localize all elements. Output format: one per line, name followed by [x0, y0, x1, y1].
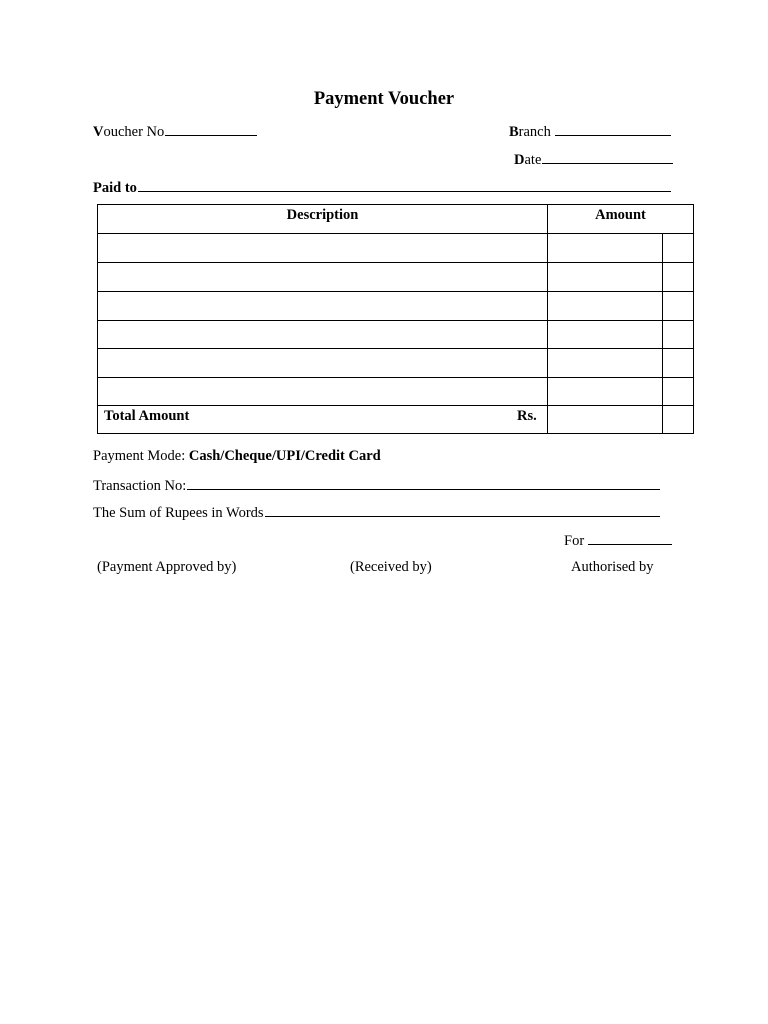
for-label: For: [564, 533, 585, 549]
for-field[interactable]: [564, 532, 672, 549]
description-cell[interactable]: [98, 378, 547, 405]
branch-field[interactable]: [509, 123, 671, 140]
amount-cell[interactable]: [548, 349, 662, 377]
sum-in-words-field[interactable]: [93, 504, 660, 521]
description-cell[interactable]: [98, 321, 547, 348]
sum-in-words-label: The Sum of Rupees in Words: [93, 505, 264, 521]
amount-subdivider: [662, 233, 663, 433]
amount-cell[interactable]: [548, 234, 662, 262]
total-amount-label: Total Amount: [104, 408, 190, 424]
amount-cell[interactable]: [548, 292, 662, 320]
paid-to-field[interactable]: [93, 179, 671, 196]
voucher-no-blank[interactable]: [165, 123, 257, 136]
branch-label: Branch: [509, 124, 551, 140]
date-blank[interactable]: [542, 151, 673, 164]
approved-by-label: (Payment Approved by): [97, 559, 237, 575]
payment-mode-line: [93, 449, 381, 464]
amount-cell[interactable]: [548, 378, 662, 405]
sum-in-words-blank[interactable]: [265, 504, 660, 517]
amount-cell[interactable]: [548, 263, 662, 291]
description-cell[interactable]: [98, 234, 547, 262]
description-header: Description: [286, 207, 359, 223]
payment-mode-label: Payment Mode:: [93, 448, 189, 464]
date-field[interactable]: [514, 151, 673, 168]
total-amount-cell[interactable]: [548, 406, 662, 433]
paid-to-blank[interactable]: [138, 179, 671, 192]
voucher-table: [97, 204, 694, 434]
description-cell[interactable]: [98, 349, 547, 377]
transaction-no-blank[interactable]: [187, 477, 660, 490]
rs-label: Rs.: [517, 408, 537, 424]
for-blank[interactable]: [588, 532, 672, 545]
page-title: Payment Voucher: [313, 89, 455, 109]
payment-mode-options: Cash/Cheque/UPI/Credit Card: [188, 448, 381, 464]
transaction-no-label: Transaction No:: [93, 478, 187, 494]
description-cell[interactable]: [98, 263, 547, 291]
voucher-no-label: Voucher No: [93, 124, 165, 140]
amount-cell[interactable]: [548, 321, 662, 348]
authorised-by-label: Authorised by: [571, 559, 654, 575]
voucher-no-field[interactable]: [93, 123, 257, 140]
description-cell[interactable]: [98, 292, 547, 320]
received-by-label: (Received by): [350, 559, 432, 575]
transaction-no-field[interactable]: [93, 477, 660, 494]
branch-blank[interactable]: [555, 123, 671, 136]
paid-to-label: Paid to: [93, 180, 137, 196]
date-label: Date: [514, 152, 542, 168]
amount-header: Amount: [595, 207, 646, 223]
